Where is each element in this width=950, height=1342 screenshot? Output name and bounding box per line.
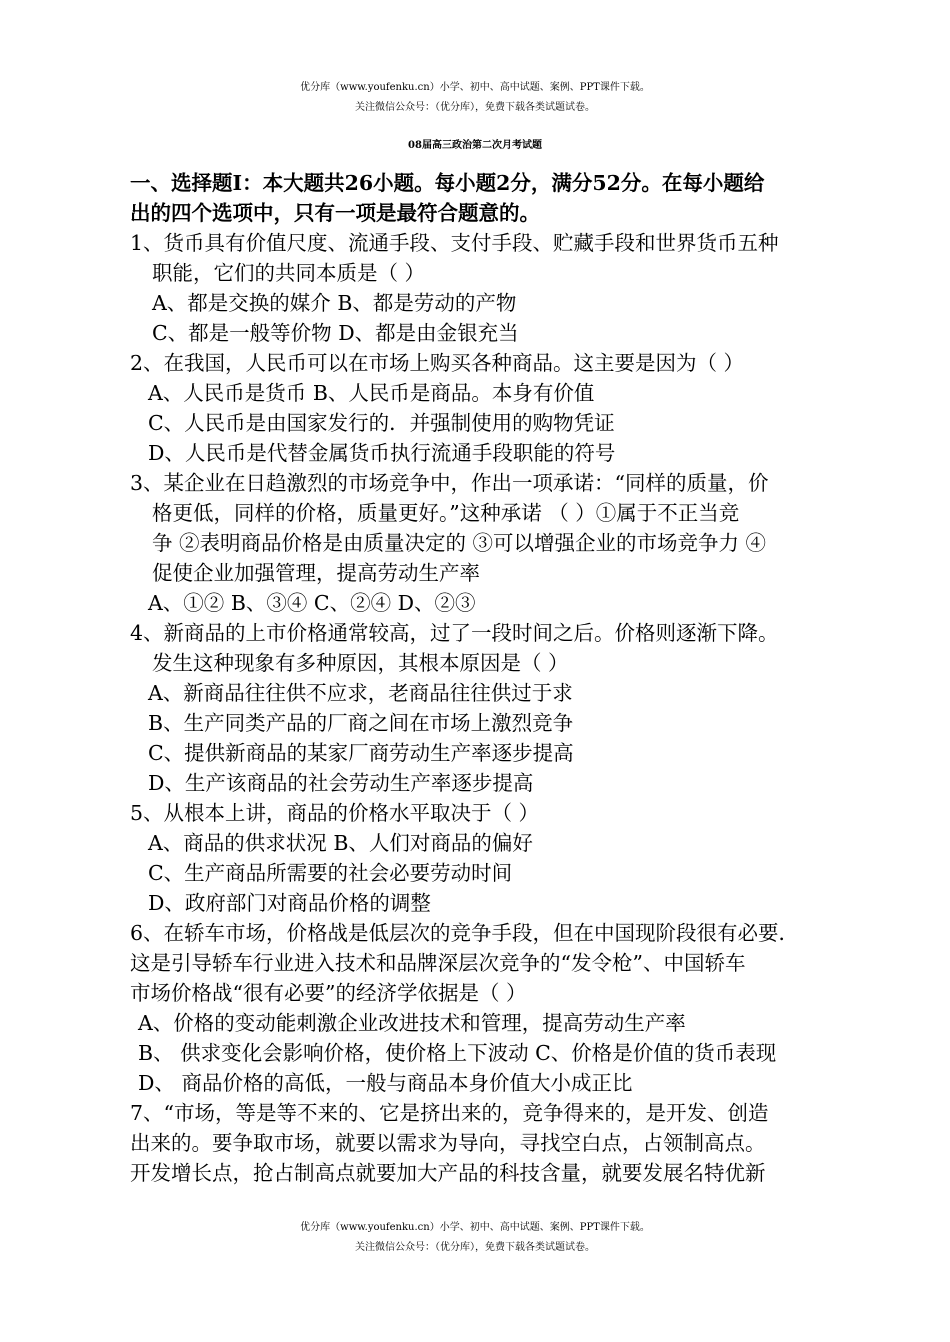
question-6-stem: 6、在轿车市场，价格战是低层次的竞争手段，但在中国现阶段很有必要． — [130, 921, 800, 945]
question-6-stem-cont-2: 市场价格战“很有必要”的经济学依据是（ ） — [130, 981, 527, 1005]
header-line-2: 关注微信公众号：（优分库），免费下载各类试题试卷。 — [355, 102, 595, 113]
section-heading-line-2: 出的四个选项中，只有一项是最符合题意的。 — [130, 201, 540, 225]
question-4-option-c: C、提供新商品的某家厂商劳动生产率逐步提高 — [148, 741, 574, 765]
footer-line-2: 关注微信公众号：（优分库），免费下载各类试题试卷。 — [355, 1242, 595, 1253]
question-1-options-ab: A、都是交换的媒介 B、都是劳动的产物 — [152, 291, 517, 315]
question-1-options-cd: C、都是一般等价物 D、都是由金银充当 — [152, 321, 519, 345]
question-5-option-c: C、生产商品所需要的社会必要劳动时间 — [148, 861, 513, 885]
question-1-stem-cont: 职能，它们的共同本质是（ ） — [152, 261, 426, 285]
question-4-option-a: A、新商品往往供不应求，老商品往往供过于求 — [148, 681, 573, 705]
question-2-options-ab: A、人民币是货币 B、人民币是商品。本身有价值 — [148, 381, 595, 405]
question-3-stem-cont-1: 格更低，同样的价格，质量更好。”这种承诺 （ ）①属于不正当竞 — [152, 501, 740, 525]
question-7-stem-cont-2: 开发增长点，抢占制高点就要加大产品的科技含量，就要发展名特优新 — [130, 1161, 766, 1185]
question-2-option-d: D、人民币是代替金属货币执行流通手段职能的符号 — [148, 441, 616, 465]
question-4-option-d: D、生产该商品的社会劳动生产率逐步提高 — [148, 771, 534, 795]
question-1-stem: 1、货币具有价值尺度、流通手段、支付手段、贮藏手段和世界货币五种 — [130, 231, 779, 255]
question-3-stem-cont-2: 争 ②表明商品价格是由质量决定的 ③可以增强企业的市场竞争力 ④ — [152, 531, 767, 555]
question-5-option-d: D、政府部门对商品价格的调整 — [148, 891, 431, 915]
question-4-stem: 4、新商品的上市价格通常较高，过了一段时间之后。价格则逐渐下降。 — [130, 621, 779, 645]
question-7-stem-cont-1: 出来的。要争取市场，就要以需求为导向，寻找空白点，占领制高点。 — [130, 1131, 766, 1155]
question-6-option-d: D、 商品价格的高低，一般与商品本身价值大小成正比 — [138, 1071, 633, 1095]
question-6-stem-cont-1: 这是引导轿车行业进入技术和品牌深层次竞争的“发令枪”、中国轿车 — [130, 951, 746, 975]
question-5-stem: 5、从根本上讲，商品的价格水平取决于（ ） — [130, 801, 540, 825]
question-2-stem: 2、在我国，人民币可以在市场上购买各种商品。这主要是因为（ ） — [130, 351, 745, 375]
question-3-options: A、①② B、③④ C、②④ D、②③ — [148, 591, 476, 615]
question-4-option-b: B、生产同类产品的厂商之间在市场上激烈竞争 — [148, 711, 574, 735]
question-4-stem-cont: 发生这种现象有多种原因，其根本原因是（ ） — [152, 651, 569, 675]
question-6-option-a: A、价格的变动能刺激企业改进技术和管理，提高劳动生产率 — [138, 1011, 686, 1035]
question-6-options-bc: B、 供求变化会影响价格，使价格上下波动 C、价格是价值的货币表现 — [138, 1041, 777, 1065]
header-line-1: 优分库（www.youfenku.cn）小学、初中、高中试题、案例、PPT课件下载。 — [300, 82, 650, 93]
question-7-stem: 7、“市场，等是等不来的、它是挤出来的，竞争得来的，是开发、创造 — [130, 1101, 769, 1125]
footer-line-1: 优分库（www.youfenku.cn）小学、初中、高中试题、案例、PPT课件下载。 — [300, 1222, 650, 1233]
question-3-stem-cont-3: 促使企业加强管理，提高劳动生产率 — [152, 561, 480, 585]
page-title: 08届高三政治第二次月考试题 — [408, 140, 542, 151]
question-3-stem: 3、某企业在日趋激烈的市场竞争中，作出一项承诺：“同样的质量，价 — [130, 471, 769, 495]
question-5-options-ab: A、商品的供求状况 B、人们对商品的偏好 — [148, 831, 533, 855]
question-2-option-c: C、人民币是由国家发行的．并强制使用的购物凭证 — [148, 411, 615, 435]
section-heading-line-1: 一、选择题I：本大题共26小题。每小题2分，满分52分。在每小题给 — [130, 171, 765, 195]
